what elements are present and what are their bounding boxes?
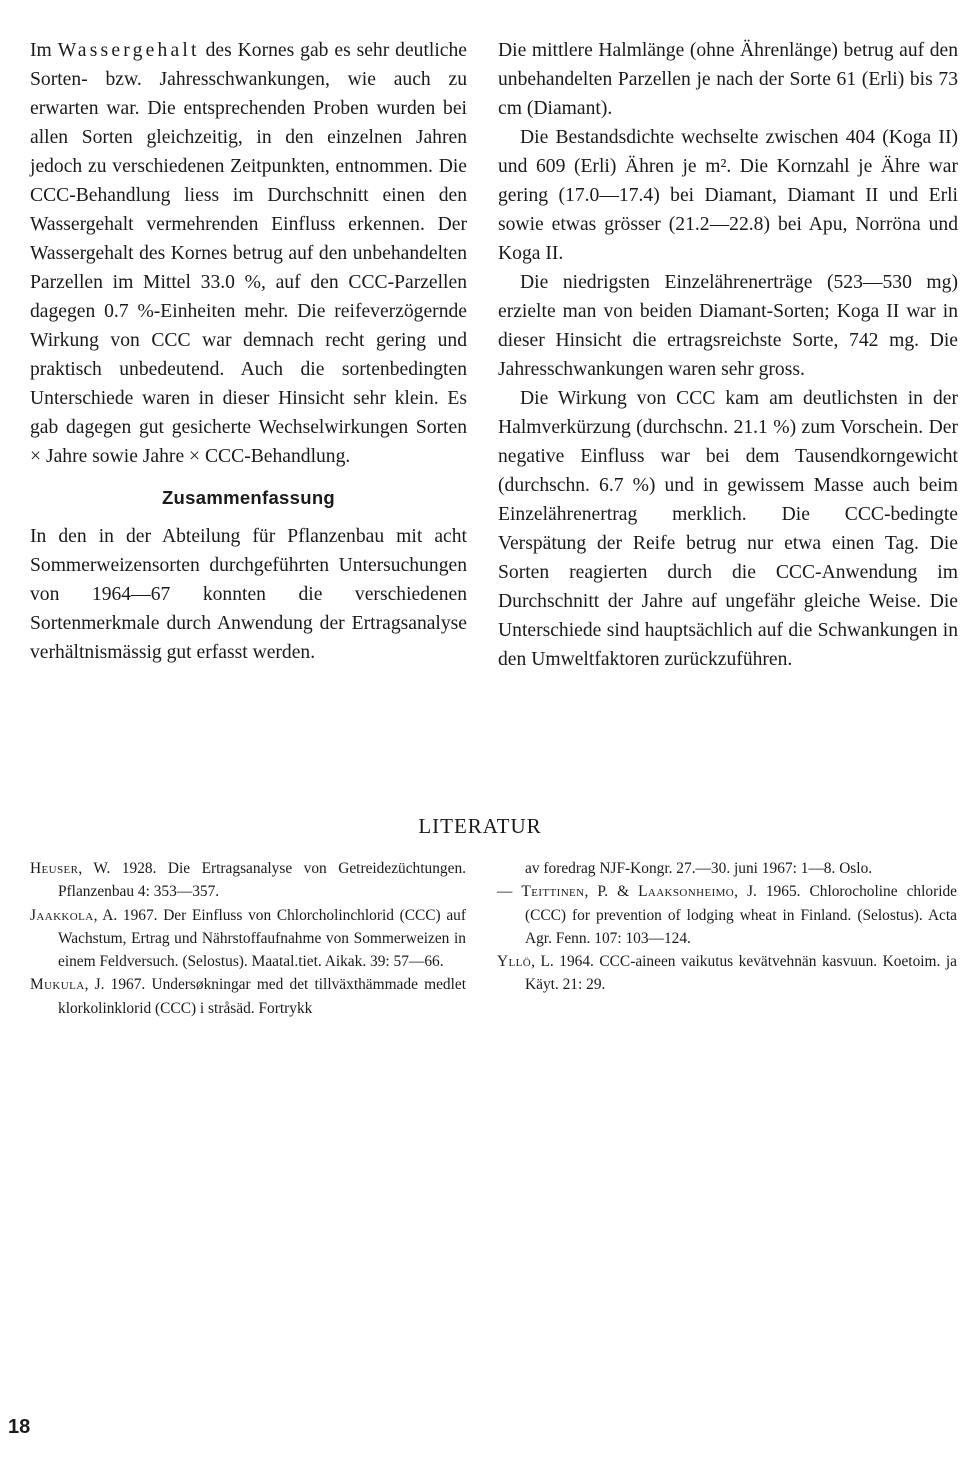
reference-item: Mukula, J. 1967. Undersøkningar med det tillväxthämmade medlet klorkolinklorid (CCC) i stråsäd. Fortrykk — [30, 976, 466, 1017]
paragraph-single-ear-yield: Die niedrigsten Einzelährenerträge (523—530 mg) erzielte man von beiden Diamant-Sorten; Koga II war in dieser Hinsicht die ertragsreichste Sorte, 742 mg. Die Jahresschwankungen waren sehr gross. — [498, 272, 958, 380]
reference-continuation: av foredrag NJF-Kongr. 27.—30. juni 1967: 1—8. Oslo. — [525, 860, 873, 877]
paragraph-water-content: Im Wassergehalt des Kornes gab es sehr deutliche Sorten- bzw. Jahresschwankungen, wie auch zu erwarten war. Die entsprechenden Proben wurden bei allen Sorten gleichzeitig, in den einzelnen Jahren jedoch zu verschiedenen Zeitpunkten, entnommen. Die CCC-Behandlung liess im Durchschnitt einen den Wassergehalt vermehrenden Einfluss erkennen. Der Wassergehalt des Kornes betrug auf den unbehandelten Parzellen im Mittel 33.0 %, auf den CCC-Parzellen dagegen 0.7 %-Einheiten mehr. Die reifeverzögernde Wirkung von CCC war demnach recht gering und praktisch unbedeutend. Auch die sortenbedingten Unterschiede waren in dieser Hinsicht sehr klein. Es gab dagegen gut gesicherte Wechselwirkungen Sorten × Jahre sowie Jahre × CCC-Behandlung. — [30, 40, 467, 467]
reference-item: Jaakkola, A. 1967. Der Einfluss von Chlorcholinchlorid (CCC) auf Wachstum, Ertrag und Nährstoffaufnahme von Sommerweizen in einem Feldversuch. (Selostus). Maatal.tiet. Aikak. 39: 57—66. — [30, 906, 466, 971]
reference-item: Yllö, L. 1964. CCC-aineen vaikutus kevätvehnän kasvuun. Koetoim. ja Käyt. 21: 29. — [497, 953, 957, 994]
right-text-column — [498, 36, 958, 674]
references-right-column — [497, 857, 957, 997]
paragraph-stand-density: Die Bestandsdichte wechselte zwischen 404 (Koga II) und 609 (Erli) Ähren je m². Die Kornzahl je Ähre war gering (17.0—17.4) bei Diamant, Diamant II und Erli sowie etwas grösser (21.2—22.8) bei Apu, Norröna und Koga II. — [498, 127, 958, 264]
literature-heading: LITERATUR — [418, 814, 542, 838]
left-text-column — [30, 36, 467, 667]
paragraph-ccc-effect: Die Wirkung von CCC kam am deutlichsten in der Halmverkürzung (durchschn. 21.1 %) zum Vorschein. Der negative Einfluss war bei dem Tausendkorngewicht (durchschn. 6.7 %) und in gewissem Masse auch beim Einzelährenertrag merklich. Die CCC-bedingte Verspätung der Reife betrug nur etwa einen Tag. Die Sorten reagierten durch die CCC-Anwendung im Durchschnitt der Jahre auf ungefähr gleiche Weise. Die Unterschiede sind hauptsächlich auf die Schwankungen in den Umweltfaktoren zurückzuführen. — [498, 388, 958, 670]
reference-item: Heuser, W. 1928. Die Ertragsanalyse von Getreidezüchtungen. Pflanzenbau 4: 353—357. — [30, 860, 466, 901]
summary-heading: Zusammenfassung — [161, 487, 336, 508]
spaced-term: Wassergehalt — [57, 40, 200, 61]
references-left-column — [30, 857, 466, 1020]
page-number: 18 — [8, 1416, 31, 1438]
reference-item: — Teittinen, P. & Laaksonheimo, J. 1965. Chlorocholine chloride (CCC) for prevention of lodging wheat in Finland. (Selostus). Acta Agr. Fenn. 107: 103—124. — [497, 883, 957, 947]
paragraph-stalk-length: Die mittlere Halmlänge (ohne Ährenlänge) betrug auf den unbehandelten Parzellen je nach der Sorte 61 (Erli) bis 73 cm (Diamant). — [498, 40, 958, 119]
summary-paragraph: In den in der Abteilung für Pflanzenbau mit acht Sommerweizensorten durchgeführten Untersuchungen von 1964—67 konnten die verschiedenen Sortenmerkmale durch Anwendung der Ertragsanalyse verhältnismässig gut erfasst werden. — [30, 526, 467, 663]
